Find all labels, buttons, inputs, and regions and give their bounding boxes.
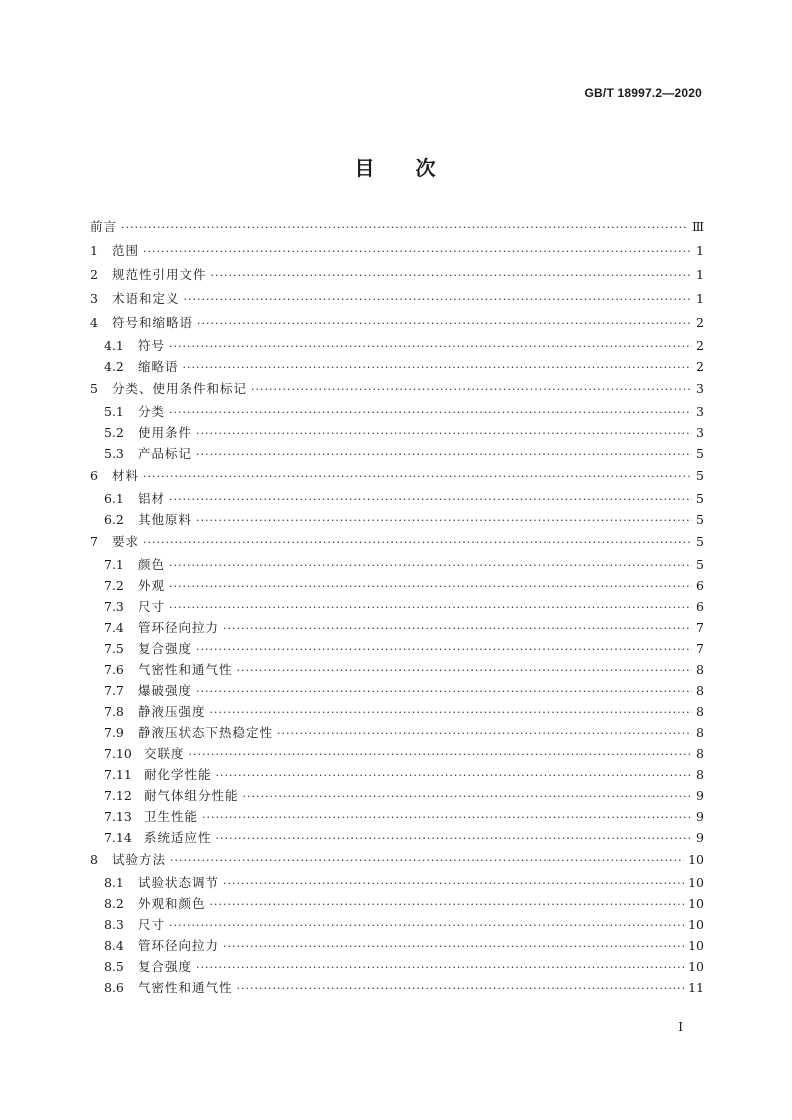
toc-entry-page: 3 [696,404,704,419]
toc-entry-title: 产品标记 [138,446,193,461]
toc-entry-title: 试验方法 [112,852,167,867]
toc-dot-leader [183,357,692,378]
toc-dot-leader [170,849,684,873]
toc-entry[interactable] [90,356,704,377]
toc-entry[interactable] [90,764,704,785]
toc-entry-page: 5 [696,534,704,549]
toc-entry-title: 管环径向拉力 [138,620,220,635]
toc-entry-number: 2 [90,267,98,282]
toc-entry-title: 材料 [112,468,140,483]
toc-entry[interactable] [90,638,704,659]
toc-entry[interactable] [90,914,704,935]
toc-entry[interactable] [90,311,704,335]
page-title: 目 次 [354,156,438,180]
toc-entry-page: 9 [696,788,704,803]
toc-dot-leader [196,957,684,978]
toc-entry[interactable] [90,263,704,287]
toc-dot-leader [143,531,692,555]
toc-dot-leader [169,597,692,618]
toc-entry-page: 10 [688,852,704,867]
toc-entry[interactable] [90,377,704,401]
toc-entry-number: 5.2 [104,425,124,440]
toc-entry-page: 1 [696,267,704,282]
toc-entry-title: 复合强度 [138,641,193,656]
toc-entry-number: 7.9 [104,725,124,740]
toc-entry[interactable] [90,596,704,617]
toc-entry-number: 7.7 [104,683,124,698]
toc-entry-page: 2 [696,359,704,374]
toc-entry-page: 8 [696,746,704,761]
toc-entry-page: 3 [696,425,704,440]
toc-entry[interactable] [90,827,704,848]
toc-entry-page: 8 [696,767,704,782]
toc-entry-number: 7.10 [104,746,132,761]
toc-entry-number: 4.1 [104,338,124,353]
toc-entry-number: 5 [90,381,98,396]
toc-dot-leader [211,264,692,288]
toc-entry[interactable] [90,956,704,977]
toc-dot-leader [169,555,692,576]
toc-entry-page: Ⅲ [691,219,704,234]
toc-entry-title: 气密性和通气性 [138,662,233,677]
toc-entry-page: 8 [696,662,704,677]
toc-entry-page: 11 [688,980,704,995]
toc-entry-page: 10 [688,896,704,911]
toc-entry-number: 7.12 [104,788,132,803]
toc-entry-title: 分类 [138,404,166,419]
toc-entry-number: 7.14 [104,830,132,845]
toc-dot-leader [196,510,692,531]
toc-entry[interactable] [90,848,704,872]
toc-entry-number: 7 [90,534,98,549]
toc-entry[interactable] [90,509,704,530]
toc-entry-title: 尺寸 [138,599,166,614]
toc-entry-page: 3 [696,381,704,396]
toc-entry-page: 7 [696,641,704,656]
toc-entry-title: 复合强度 [138,959,193,974]
toc-entry-title: 静液压强度 [138,704,206,719]
toc-entry[interactable] [90,464,704,488]
toc-entry-page: 9 [696,809,704,824]
toc-dot-leader [197,312,692,336]
toc-dot-leader [169,402,692,423]
toc-entry-page: 10 [688,959,704,974]
toc-entry-number: 6.1 [104,491,124,506]
toc-dot-leader [196,423,692,444]
toc-entry-title: 尺寸 [138,917,166,932]
toc-entry[interactable] [90,935,704,956]
toc-entry[interactable] [90,893,704,914]
toc-entry-title: 耐化学性能 [144,767,212,782]
toc-entry-title: 耐气体组分性能 [144,788,239,803]
toc-entry-title: 外观 [138,578,166,593]
toc-entry-page: 1 [696,243,704,258]
toc-dot-leader [237,660,692,681]
toc-entry-number: 8 [90,852,98,867]
toc-entry-number: 7.3 [104,599,124,614]
toc-dot-leader [143,465,692,489]
toc-entry-page: 10 [688,938,704,953]
toc-entry-page: 10 [688,875,704,890]
toc-dot-leader [169,336,692,357]
toc-entry-number: 7.5 [104,641,124,656]
toc-entry-page: 5 [696,446,704,461]
toc-entry-title: 静液压状态下热稳定性 [138,725,274,740]
toc-entry-number: 7.8 [104,704,124,719]
toc-entry-title: 管环径向拉力 [138,938,220,953]
toc-entry-title: 气密性和通气性 [138,980,233,995]
toc-dot-leader [169,576,692,597]
toc-entry-title: 前言 [90,219,118,234]
toc-entry-title: 分类、使用条件和标记 [112,381,248,396]
toc-dot-leader [210,702,692,723]
toc-entry-number: 8.6 [104,980,124,995]
toc-entry-title: 试验状态调节 [138,875,220,890]
toc-entry-title: 其他原料 [138,512,193,527]
toc-dot-leader [143,240,692,264]
toc-entry-title: 规范性引用文件 [112,267,207,282]
toc-entry[interactable] [90,215,704,239]
toc-dot-leader [277,723,692,744]
toc-dot-leader [223,618,692,639]
toc-dot-leader [216,828,692,849]
toc-entry-title: 要求 [112,534,140,549]
toc-entry-page: 5 [696,557,704,572]
toc-dot-leader [223,936,684,957]
toc-dot-leader [196,444,692,465]
toc-entry-page: 1 [696,291,704,306]
toc-entry-page: 6 [696,578,704,593]
page-number: I [678,1020,683,1034]
toc-entry[interactable] [90,743,704,764]
toc-entry[interactable] [90,401,704,422]
table-of-contents [90,215,704,998]
toc-entry[interactable] [90,659,704,680]
toc-entry-title: 卫生性能 [144,809,199,824]
toc-entry-title: 缩略语 [138,359,179,374]
toc-dot-leader [121,216,688,240]
toc-entry-number: 1 [90,243,98,258]
toc-entry-title: 交联度 [144,746,185,761]
toc-dot-leader [237,978,685,999]
toc-entry[interactable] [90,806,704,827]
toc-dot-leader [216,765,692,786]
toc-dot-leader [251,378,692,402]
toc-entry-number: 4 [90,315,98,330]
toc-entry-number: 7.4 [104,620,124,635]
toc-entry-number: 5.3 [104,446,124,461]
toc-entry-page: 5 [696,512,704,527]
toc-entry-title: 符号 [138,338,166,353]
toc-entry-title: 系统适应性 [144,830,212,845]
toc-entry-number: 7.1 [104,557,124,572]
toc-entry-number: 8.5 [104,959,124,974]
toc-entry-page: 7 [696,620,704,635]
toc-entry[interactable] [90,443,704,464]
toc-entry-title: 爆破强度 [138,683,193,698]
toc-entry-number: 8.2 [104,896,124,911]
toc-entry-number: 3 [90,291,98,306]
toc-entry[interactable] [90,872,704,893]
toc-entry-title: 外观和颜色 [138,896,206,911]
toc-entry[interactable] [90,977,704,998]
toc-entry[interactable] [90,335,704,356]
toc-entry-page: 8 [696,704,704,719]
toc-dot-leader [210,894,685,915]
toc-entry-number: 7.13 [104,809,132,824]
toc-entry[interactable] [90,554,704,575]
toc-entry-number: 8.1 [104,875,124,890]
toc-entry-title: 铝材 [138,491,166,506]
toc-dot-leader [169,915,684,936]
toc-entry-number: 4.2 [104,359,124,374]
toc-entry[interactable] [90,530,704,554]
toc-entry-title: 范围 [112,243,140,258]
toc-dot-leader [189,744,692,765]
toc-dot-leader [243,786,692,807]
toc-entry-page: 2 [696,315,704,330]
toc-entry-page: 5 [696,468,704,483]
toc-dot-leader [196,681,692,702]
toc-entry[interactable] [90,680,704,701]
toc-entry-page: 5 [696,491,704,506]
toc-entry-number: 5.1 [104,404,124,419]
toc-entry[interactable] [90,722,704,743]
toc-entry[interactable] [90,488,704,509]
toc-entry-number: 7.6 [104,662,124,677]
toc-entry-number: 6 [90,468,98,483]
toc-entry-number: 8.3 [104,917,124,932]
toc-entry[interactable] [90,239,704,263]
toc-entry[interactable] [90,701,704,722]
toc-dot-leader [196,639,692,660]
toc-dot-leader [169,489,692,510]
toc-dot-leader [223,873,684,894]
toc-entry[interactable] [90,617,704,638]
document-code: GB/T 18997.2—2020 [584,86,702,100]
toc-entry-number: 7.2 [104,578,124,593]
toc-entry-title: 术语和定义 [112,291,180,306]
toc-entry[interactable] [90,575,704,596]
toc-entry[interactable] [90,422,704,443]
toc-entry-page: 8 [696,683,704,698]
toc-entry-number: 6.2 [104,512,124,527]
toc-entry-page: 9 [696,830,704,845]
toc-entry-page: 8 [696,725,704,740]
toc-entry[interactable] [90,785,704,806]
toc-dot-leader [202,807,692,828]
toc-entry[interactable] [90,287,704,311]
toc-entry-page: 6 [696,599,704,614]
toc-dot-leader [184,288,692,312]
toc-entry-title: 颜色 [138,557,166,572]
toc-entry-page: 10 [688,917,704,932]
toc-entry-title: 使用条件 [138,425,193,440]
toc-entry-number: 7.11 [104,767,132,782]
toc-entry-number: 8.4 [104,938,124,953]
toc-entry-title: 符号和缩略语 [112,315,194,330]
toc-entry-page: 2 [696,338,704,353]
